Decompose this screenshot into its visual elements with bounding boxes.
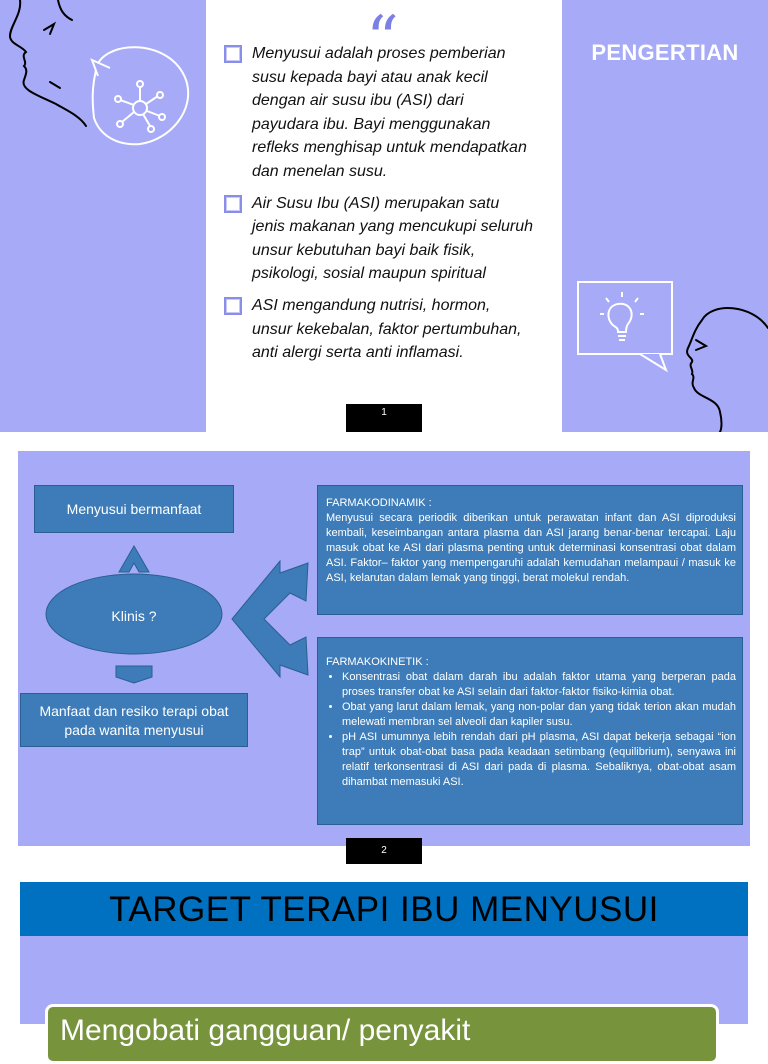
slide-1 bbox=[0, 0, 768, 432]
checkbox-bullet-icon bbox=[224, 297, 242, 315]
pharmacokinetics-heading: FARMAKOKINETIK : bbox=[326, 656, 429, 668]
list-item: • pH ASI umumnya lebih rendah dari pH plasma, ASI dapat bekerja sebagai “ion trap” untuk obat-obat basa pada keadaan setimbang (equilibrium), senyawa ini relatif terkonsentrasi di ASI dari pada di plasma. Sebaliknya, obat-obat asam dihambat memasuki ASI. bbox=[342, 730, 736, 790]
definition-list bbox=[224, 42, 534, 373]
person-idea-illustration bbox=[562, 270, 768, 432]
checkbox-bullet-icon bbox=[224, 195, 242, 213]
pharmacokinetics-list bbox=[326, 670, 736, 790]
list-item bbox=[224, 42, 534, 184]
clinic-label: Klinis ? bbox=[111, 608, 157, 624]
page-number: 1 bbox=[346, 404, 422, 432]
down-chevron-icon bbox=[116, 666, 152, 683]
target-item-box: Mengobati gangguan/ penyakit bbox=[45, 1004, 719, 1064]
risk-box: Manfaat dan resiko terapi obat pada wanita menyusui bbox=[20, 693, 248, 747]
bracket-arrow-icon bbox=[232, 561, 308, 677]
bullet-text: ASI mengandung nutrisi, hormon, unsur kekebalan, faktor pertumbuhan, anti alergi serta anti inflamasi. bbox=[252, 296, 522, 362]
benefit-box: Menyusui bermanfaat bbox=[34, 485, 234, 533]
bullet-text: Menyusui adalah proses pemberian susu kepada bayi atau anak kecil dengan air susu ibu (ASI) dari payudara ibu. Bayi menggunakan refleks menghisap untuk mendapatkan dan menelan susu. bbox=[252, 45, 527, 180]
list-item: • Konsentrasi obat dalam darah ibu adalah faktor utama yang berperan pada proses transfer obat ke ASI selain dari faktor-faktor fisiko-kimia obat. bbox=[342, 670, 736, 700]
checkbox-bullet-icon bbox=[224, 45, 242, 63]
network-icon bbox=[110, 78, 170, 138]
page-number: 2 bbox=[346, 838, 422, 864]
pharmacokinetics-text bbox=[326, 655, 736, 790]
slide-title: TARGET TERAPI IBU MENYUSUI bbox=[20, 882, 748, 936]
up-chevron-icon bbox=[119, 546, 149, 572]
lightbulb-icon bbox=[600, 292, 644, 340]
pharmacodynamics-body: Menyusui secara periodik diberikan untuk perawatan infant dan ASI diproduksi kembali, keseimbangan antara plasma dan ASI jarang benar-benar tercapai. Laju masuk obat ke ASI dari plasma penting untuk determinasi konsentrasi obat dalam ASI. Faktor– faktor yang mempengaruhi adalah kemudahan melampaui / masuk ke ASI, kelarutan dalam lemak yang tinggi, berat molekul rendah. bbox=[326, 512, 736, 584]
bullet-text: Air Susu Ibu (ASI) merupakan satu jenis makanan yang mencukupi seluruh unsur kebutuhan bayi baik fisik, psikologi, sosial maupun spiritual bbox=[252, 194, 534, 283]
pharmacodynamics-heading: FARMAKODINAMIK : bbox=[326, 497, 432, 509]
list-item: • Obat yang larut dalam lemak, yang non-polar dan yang tidak terion akan mudah melewati membran sel alveoli dan kapiler susu. bbox=[342, 700, 736, 730]
slide-3 bbox=[20, 882, 748, 1047]
pharmacokinetics-box bbox=[317, 637, 743, 825]
person-talking-illustration bbox=[0, 0, 206, 432]
quote-mark-icon: “ bbox=[366, 3, 399, 77]
list-item bbox=[224, 192, 534, 286]
pharmacodynamics-box bbox=[317, 485, 743, 615]
pharmacodynamics-text bbox=[326, 496, 736, 586]
definition-panel bbox=[206, 0, 562, 432]
slide-2 bbox=[18, 451, 750, 846]
section-title: PENGERTIAN bbox=[591, 40, 739, 65]
list-item bbox=[224, 294, 534, 365]
